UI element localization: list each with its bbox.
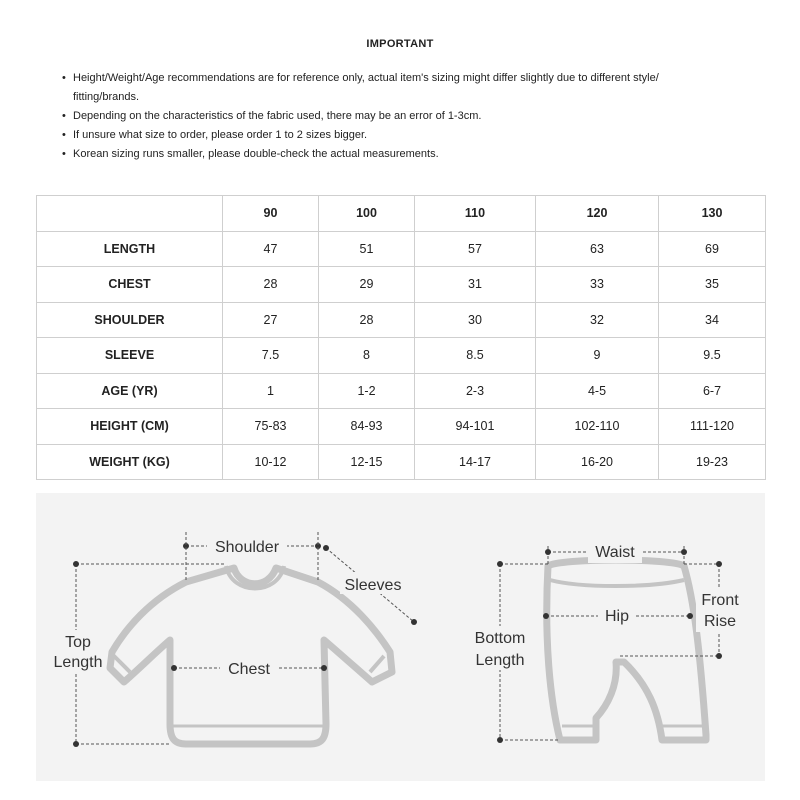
hip-label: Hip <box>604 608 630 625</box>
sleeve-top-dot <box>323 545 329 551</box>
sleeve-bottom-dot <box>411 619 417 625</box>
table-cell: 6-7 <box>659 373 766 409</box>
note-text: If unsure what size to order, please order 1 to 2 sizes bigger. <box>73 129 368 141</box>
table-cell: 7.5 <box>223 338 319 374</box>
table-cell: 9.5 <box>659 338 766 374</box>
table-row <box>37 267 766 303</box>
bottom-length-label-line2: Length <box>475 652 525 669</box>
bottom-garment <box>468 541 744 743</box>
top-garment <box>50 532 417 747</box>
table-corner-cell <box>37 196 223 232</box>
notes-list <box>62 69 762 164</box>
row-label: SLEEVE <box>37 338 223 374</box>
table-cell: 75-83 <box>223 409 319 445</box>
table-cell: 2-3 <box>415 373 536 409</box>
important-heading: IMPORTANT <box>366 38 434 50</box>
table-cell: 27 <box>223 302 319 338</box>
waist-label: Waist <box>595 544 635 561</box>
table-cell: 1-2 <box>319 373 415 409</box>
table-cell: 69 <box>659 231 766 267</box>
size-header-cell: 120 <box>536 196 659 232</box>
waist-left-dot <box>545 549 551 555</box>
bottom-length-upper-dot <box>497 561 503 567</box>
table-cell: 31 <box>415 267 536 303</box>
front-rise-upper-dot <box>716 561 722 567</box>
table-cell: 30 <box>415 302 536 338</box>
chest-right-dot <box>321 665 327 671</box>
table-cell: 8.5 <box>415 338 536 374</box>
bottom-length-lower-dot <box>497 737 503 743</box>
table-cell: 12-15 <box>319 444 415 480</box>
table-cell: 9 <box>536 338 659 374</box>
table-cell: 1 <box>223 373 319 409</box>
top-length-label-line2: Length <box>53 654 103 671</box>
note-text-continued: fitting/brands. <box>73 91 140 103</box>
waist-right-dot <box>681 549 687 555</box>
note-text: Depending on the characteristics of the fabric used, there may be an error of 1-3cm. <box>73 110 482 122</box>
chest-label: Chest <box>228 661 270 678</box>
front-rise-label-line1: Front <box>701 592 739 609</box>
front-rise-lower-dot <box>716 653 722 659</box>
front-rise-label-line2: Rise <box>703 613 737 630</box>
table-cell: 19-23 <box>659 444 766 480</box>
table-cell: 32 <box>536 302 659 338</box>
measurement-diagram-svg <box>36 493 765 781</box>
row-label: HEIGHT (CM) <box>37 409 223 445</box>
table-cell: 51 <box>319 231 415 267</box>
table-cell: 94-101 <box>415 409 536 445</box>
table-cell: 84-93 <box>319 409 415 445</box>
table-row <box>37 338 766 374</box>
note-item <box>62 126 762 145</box>
table-row <box>37 302 766 338</box>
hip-left-dot <box>543 613 549 619</box>
table-cell: 111-120 <box>659 409 766 445</box>
table-cell: 102-110 <box>536 409 659 445</box>
table-cell: 14-17 <box>415 444 536 480</box>
size-header-cell: 90 <box>223 196 319 232</box>
note-item <box>62 145 762 164</box>
table-row <box>37 444 766 480</box>
table-row <box>37 231 766 267</box>
pants-waistband-seam <box>550 580 684 586</box>
top-length-upper-dot <box>73 561 79 567</box>
top-right-cuff-seam <box>370 656 384 672</box>
size-header-cell: 110 <box>415 196 536 232</box>
row-label: SHOULDER <box>37 302 223 338</box>
row-label: CHEST <box>37 267 223 303</box>
table-cell: 57 <box>415 231 536 267</box>
sleeves-label: Sleeves <box>344 577 402 594</box>
size-header-cell: 130 <box>659 196 766 232</box>
table-cell: 47 <box>223 231 319 267</box>
size-header-row <box>37 196 766 232</box>
row-label: WEIGHT (KG) <box>37 444 223 480</box>
shoulder-label: Shoulder <box>214 539 280 556</box>
size-chart-table <box>36 195 766 480</box>
row-label: LENGTH <box>37 231 223 267</box>
note-item <box>62 69 762 107</box>
table-row <box>37 409 766 445</box>
chest-left-dot <box>171 665 177 671</box>
size-header-cell: 100 <box>319 196 415 232</box>
table-cell: 16-20 <box>536 444 659 480</box>
table-cell: 8 <box>319 338 415 374</box>
table-cell: 63 <box>536 231 659 267</box>
table-cell: 35 <box>659 267 766 303</box>
measurement-diagram <box>36 493 765 781</box>
row-label: AGE (YR) <box>37 373 223 409</box>
top-length-label-line1: Top <box>65 634 91 651</box>
hip-right-dot <box>687 613 693 619</box>
note-text: Height/Weight/Age recommendations are for reference only, actual item's sizing might differ slightly due to different style/ <box>73 72 659 84</box>
table-cell: 28 <box>319 302 415 338</box>
table-cell: 29 <box>319 267 415 303</box>
table-cell: 33 <box>536 267 659 303</box>
table-cell: 28 <box>223 267 319 303</box>
bottom-length-label-line1: Bottom <box>474 630 526 647</box>
note-item <box>62 107 762 126</box>
table-row <box>37 373 766 409</box>
top-sweatshirt-outline <box>110 568 392 744</box>
note-text: Korean sizing runs smaller, please double-check the actual measurements. <box>73 148 439 160</box>
table-cell: 10-12 <box>223 444 319 480</box>
table-cell: 34 <box>659 302 766 338</box>
top-length-lower-dot <box>73 741 79 747</box>
table-cell: 4-5 <box>536 373 659 409</box>
